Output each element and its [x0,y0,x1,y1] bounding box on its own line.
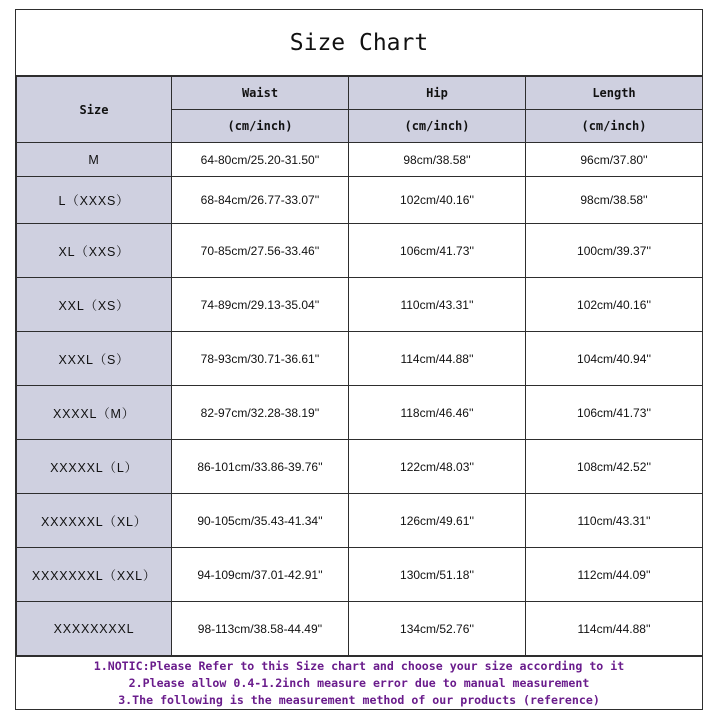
waist-cell: 74-89cm/29.13-35.04'' [172,278,349,332]
waist-cell: 64-80cm/25.20-31.50'' [172,143,349,177]
hip-cell: 110cm/43.31'' [349,278,526,332]
header-waist: Waist [172,77,349,110]
table-row [17,548,703,602]
size-table [16,76,703,656]
header-hip: Hip [349,77,526,110]
size-cell: L（XXXS） [17,177,172,224]
table-row [17,386,703,440]
length-cell: 110cm/43.31'' [526,494,703,548]
size-cell: XXXXL（M） [17,386,172,440]
waist-cell: 94-109cm/37.01-42.91'' [172,548,349,602]
size-cell: M [17,143,172,177]
size-cell: XXXXXXXL（XXL） [17,548,172,602]
size-cell: XXL（XS） [17,278,172,332]
length-cell: 106cm/41.73'' [526,386,703,440]
header-row [17,77,703,110]
table-row [17,224,703,278]
waist-cell: 68-84cm/26.77-33.07'' [172,177,349,224]
length-cell: 102cm/40.16'' [526,278,703,332]
hip-cell: 118cm/46.46'' [349,386,526,440]
hip-cell: 106cm/41.73'' [349,224,526,278]
table-row [17,143,703,177]
hip-cell: 134cm/52.76'' [349,602,526,656]
note-3: 3.The following is the measurement method of our products (reference) [118,693,600,707]
size-cell: XXXL（S） [17,332,172,386]
size-chart [15,9,703,710]
unit-hip: (cm/inch) [349,110,526,143]
length-cell: 96cm/37.80'' [526,143,703,177]
table-row [17,177,703,224]
size-cell: XXXXXXL（XL） [17,494,172,548]
table-row [17,602,703,656]
unit-waist: (cm/inch) [172,110,349,143]
size-cell: XXXXXL（L） [17,440,172,494]
header-length: Length [526,77,703,110]
waist-cell: 82-97cm/32.28-38.19'' [172,386,349,440]
note-1: 1.NOTIC:Please Refer to this Size chart and choose your size according to it [93,659,625,673]
hip-cell: 122cm/48.03'' [349,440,526,494]
waist-cell: 90-105cm/35.43-41.34'' [172,494,349,548]
length-cell: 108cm/42.52'' [526,440,703,494]
hip-cell: 130cm/51.18'' [349,548,526,602]
size-cell: XL（XXS） [17,224,172,278]
waist-cell: 98-113cm/38.58-44.49'' [172,602,349,656]
length-cell: 104cm/40.94'' [526,332,703,386]
table-row [17,440,703,494]
hip-cell: 114cm/44.88'' [349,332,526,386]
waist-cell: 70-85cm/27.56-33.46'' [172,224,349,278]
chart-title: Size Chart [16,10,702,76]
hip-cell: 102cm/40.16'' [349,177,526,224]
header-size: Size [17,77,172,143]
size-cell: XXXXXXXXL [17,602,172,656]
hip-cell: 98cm/38.58'' [349,143,526,177]
length-cell: 100cm/39.37'' [526,224,703,278]
length-cell: 112cm/44.09'' [526,548,703,602]
table-row [17,494,703,548]
length-cell: 98cm/38.58'' [526,177,703,224]
waist-cell: 86-101cm/33.86-39.76'' [172,440,349,494]
waist-cell: 78-93cm/30.71-36.61'' [172,332,349,386]
note-2: 2.Please allow 0.4-1.2inch measure error due to manual measurement [128,676,590,690]
unit-length: (cm/inch) [526,110,703,143]
hip-cell: 126cm/49.61'' [349,494,526,548]
table-row [17,332,703,386]
notes-section [16,656,702,710]
length-cell: 114cm/44.88'' [526,602,703,656]
table-row [17,278,703,332]
